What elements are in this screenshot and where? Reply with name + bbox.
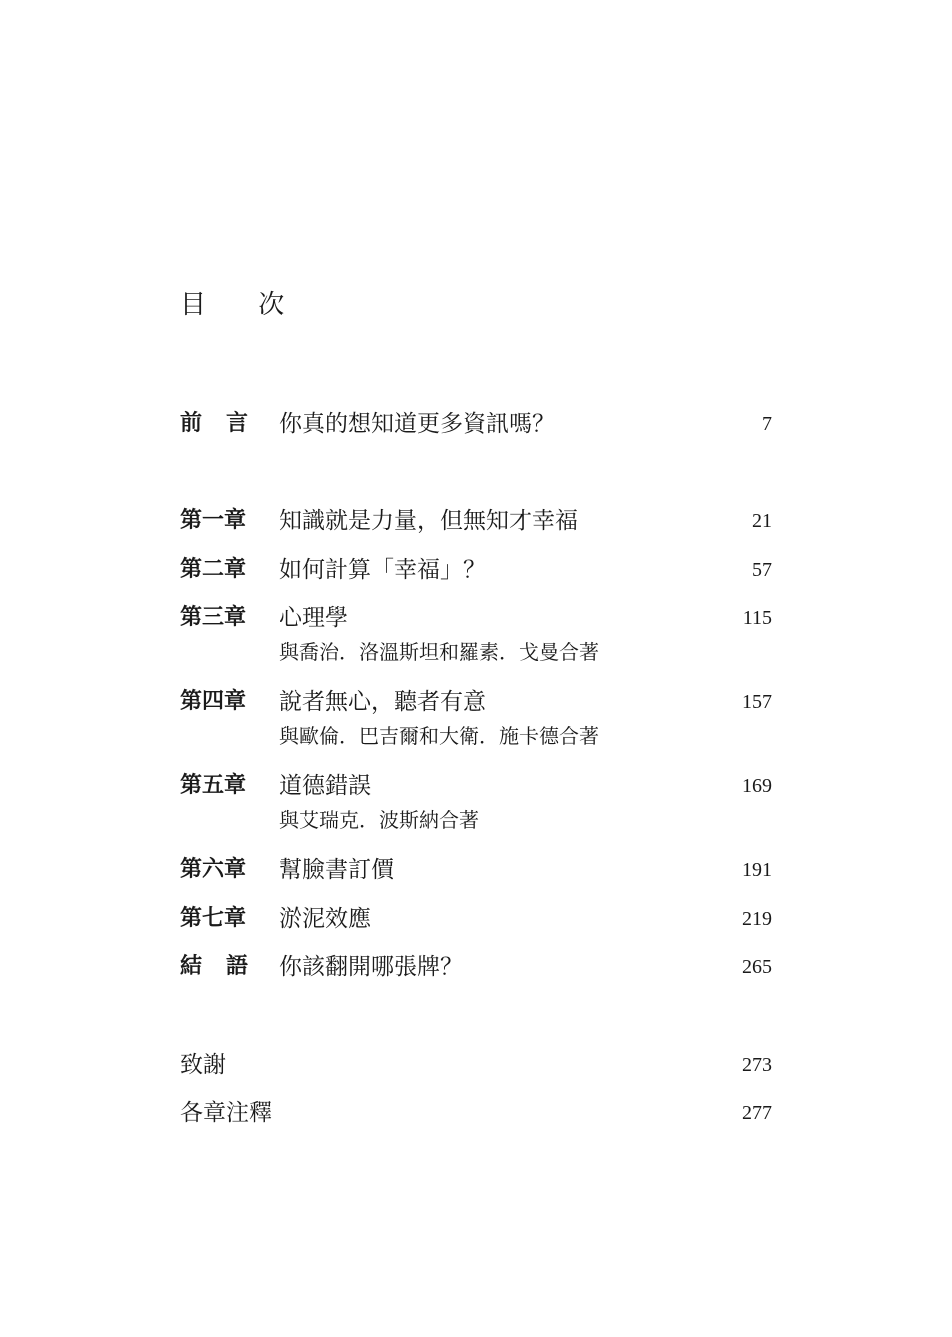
entry-page-number: 277 [742, 1102, 772, 1124]
entry-title: 致謝 [180, 1052, 226, 1078]
entry-label: 第二章 [180, 557, 247, 582]
entry-page-number: 273 [742, 1054, 772, 1076]
toc-entry-chapter-5[interactable] [0, 769, 952, 832]
entry-page-number: 219 [742, 908, 772, 930]
entry-title: 知識就是力量，但無知才幸福 [279, 508, 578, 534]
entry-page-number: 265 [742, 956, 772, 978]
entry-label: 結語 [180, 954, 273, 979]
entry-title: 心理學 [279, 605, 348, 631]
entry-title: 道德錯誤 [279, 773, 371, 799]
entry-page-number: 21 [752, 510, 772, 532]
entry-label: 第五章 [180, 773, 247, 798]
entry-title: 你真的想知道更多資訊嗎？ [279, 411, 555, 437]
entry-title: 你該翻開哪張牌？ [279, 954, 463, 980]
entry-page-number: 57 [752, 559, 772, 581]
entry-label: 第七章 [180, 906, 247, 931]
toc-entry-chapter-1[interactable] [0, 504, 952, 538]
entry-label: 第四章 [180, 689, 247, 714]
toc-entry-chapter-7[interactable] [0, 902, 952, 936]
toc-entry-chapter-2[interactable] [0, 553, 952, 587]
entry-title: 如何計算「幸福」？ [279, 557, 486, 583]
toc-entry-chapter-3[interactable] [0, 601, 952, 664]
entry-title: 說者無心，聽者有意 [279, 689, 486, 715]
entry-label: 前言 [180, 411, 273, 436]
toc-entry-acknowledgements[interactable] [0, 1048, 952, 1082]
entry-label: 第一章 [180, 508, 247, 533]
entry-page-number: 191 [742, 859, 772, 881]
entry-title: 幫臉書訂價 [279, 857, 394, 883]
entry-title: 各章注釋 [180, 1100, 272, 1126]
entry-page-number: 7 [762, 413, 772, 435]
page-title: 目 次 [180, 290, 307, 320]
toc-entry-chapter-4[interactable] [0, 685, 952, 748]
entry-label: 第三章 [180, 605, 247, 630]
entry-page-number: 157 [742, 691, 772, 713]
toc-entry-preface[interactable] [0, 407, 952, 441]
entry-subtitle: 與歐倫．巴吉爾和大衛．施卡德合著 [279, 724, 599, 748]
toc-entry-chapter-6[interactable] [0, 853, 952, 887]
entry-subtitle: 與喬治．洛溫斯坦和羅素．戈曼合著 [279, 640, 599, 664]
entry-page-number: 115 [742, 607, 772, 629]
entry-title: 淤泥效應 [279, 906, 371, 932]
toc-entry-conclusion[interactable] [0, 950, 952, 984]
entry-label: 第六章 [180, 857, 247, 882]
entry-subtitle: 與艾瑞克．波斯納合著 [279, 808, 479, 832]
toc-entry-notes[interactable] [0, 1096, 952, 1130]
entry-page-number: 169 [742, 775, 772, 797]
